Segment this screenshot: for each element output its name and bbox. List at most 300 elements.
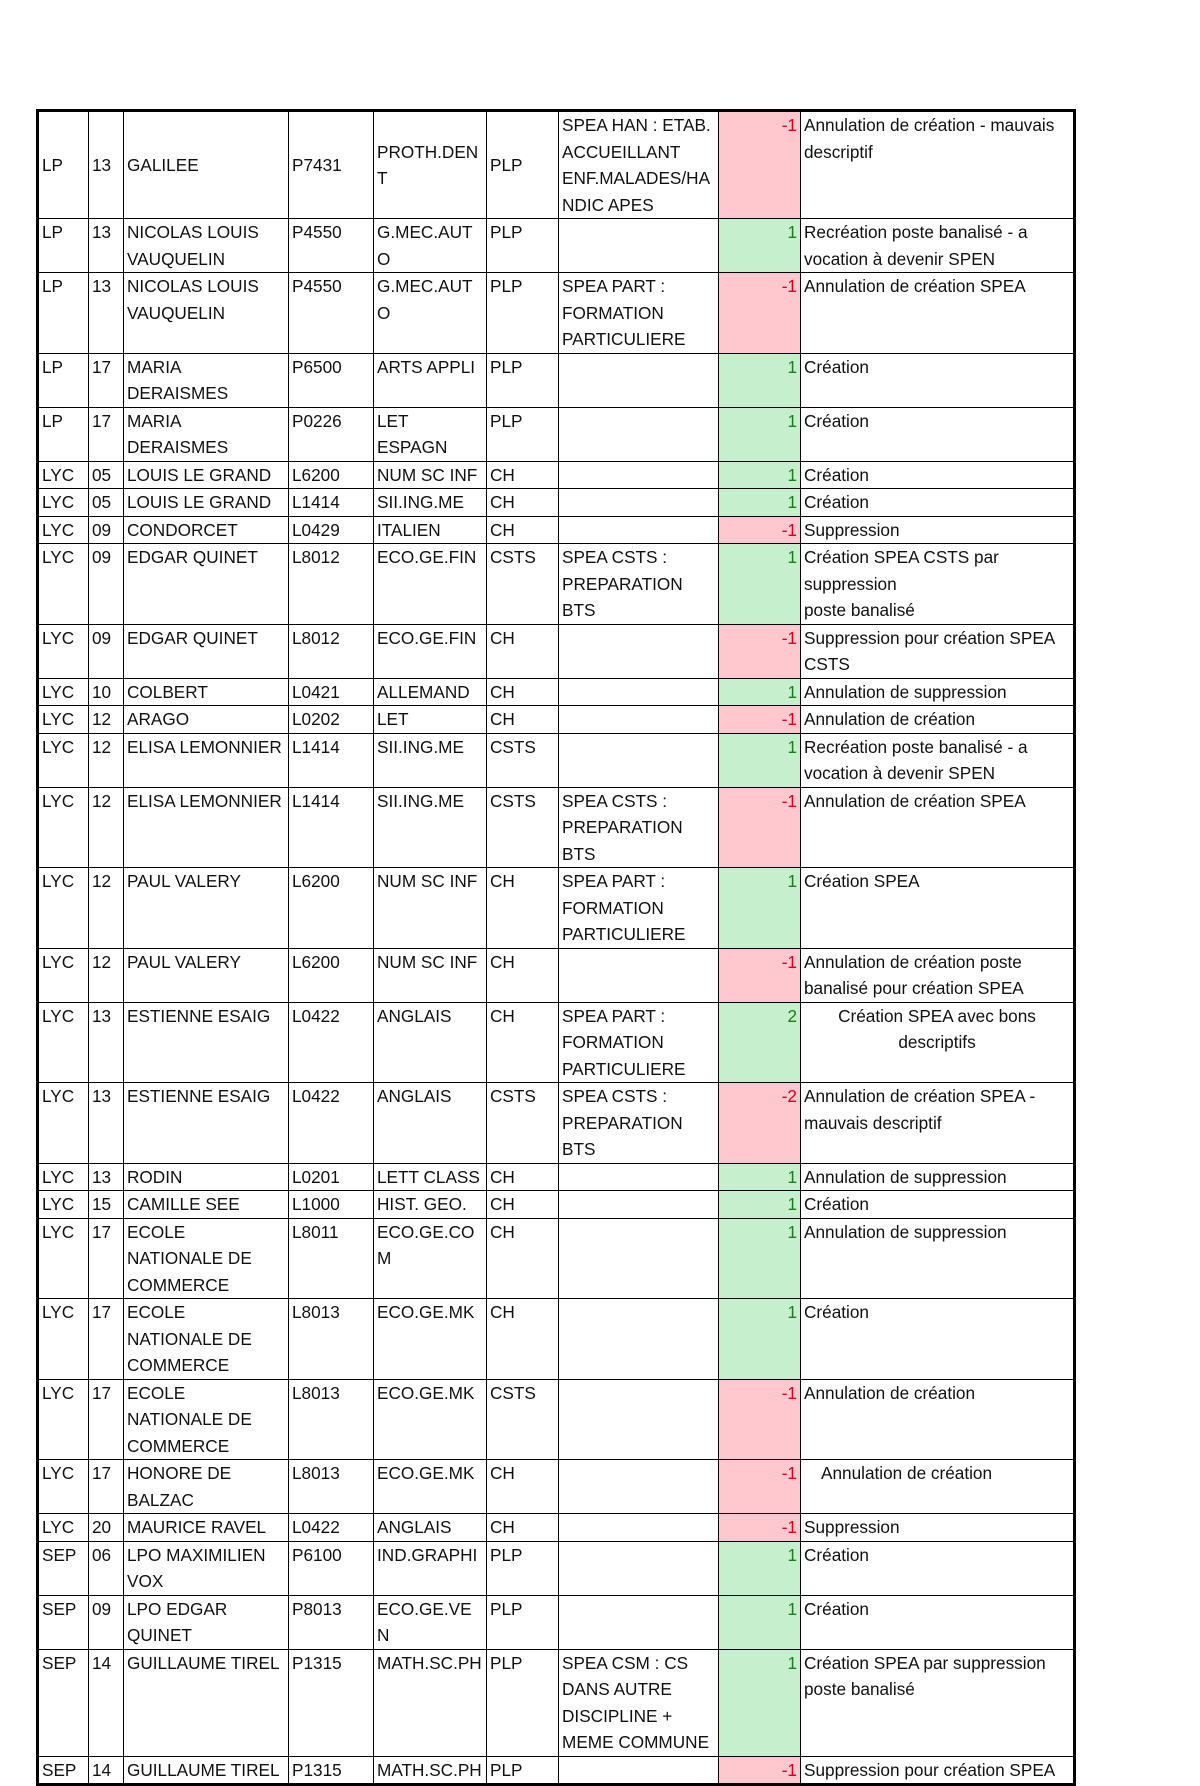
discipline-cell: ITALIEN [374,516,487,544]
spea-cell [559,678,719,706]
change-value-cell [719,1002,801,1083]
code-cell: 13 [89,1163,124,1191]
code-cell: 05 [89,489,124,517]
change-value: 1 [787,1544,797,1565]
change-value: -1 [781,790,797,811]
change-value: 2 [787,1005,797,1026]
post-code-cell: P1315 [289,1756,374,1785]
spea-cell [559,1163,719,1191]
change-value: 1 [787,492,797,512]
change-value: 1 [787,222,797,242]
spea-cell: SPEA PART : FORMATION PARTICULIERE [559,868,719,949]
post-code-cell: L8012 [289,544,374,625]
school-name-cell: NICOLAS LOUIS VAUQUELIN [124,273,289,354]
type-cell: LYC [38,678,89,706]
change-value: 1 [787,1194,797,1214]
spea-cell [559,706,719,734]
corps-cell: CSTS [487,733,559,787]
note-cell: Création [801,1299,1075,1380]
table-row [38,706,1075,734]
discipline-cell: ANGLAIS [374,1083,487,1164]
change-value-cell [719,273,801,354]
code-cell: 17 [89,1218,124,1299]
change-value: 1 [787,1166,797,1187]
change-value: -1 [781,1382,797,1403]
corps-cell: CH [487,1218,559,1299]
spea-cell [559,1379,719,1460]
code-cell: 12 [89,733,124,787]
school-name-cell: MARIA DERAISMES [124,353,289,407]
change-value-cell [719,1514,801,1542]
code-cell: 12 [89,868,124,949]
discipline-cell: PROTH.DENT [374,111,487,219]
change-value: -1 [781,1517,797,1537]
code-cell: 17 [89,1299,124,1380]
table-row [38,1460,1075,1514]
change-value-cell [719,733,801,787]
change-value-cell [719,516,801,544]
table-row [38,1083,1075,1164]
discipline-cell: ECO.GE.VEN [374,1595,487,1649]
type-cell: LYC [38,948,89,1002]
change-value-cell [719,353,801,407]
post-code-cell: L0429 [289,516,374,544]
code-cell: 15 [89,1191,124,1219]
type-cell: SEP [38,1649,89,1756]
change-value: 1 [787,547,797,567]
note-cell: Suppression [801,1514,1075,1542]
discipline-cell: ECO.GE.FIN [374,544,487,625]
change-value: 1 [787,356,797,377]
change-value: -1 [781,276,797,296]
table-row [38,516,1075,544]
type-cell: SEP [38,1541,89,1595]
post-code-cell: L1000 [289,1191,374,1219]
school-name-cell: LOUIS LE GRAND [124,461,289,489]
post-code-cell: L8013 [289,1379,374,1460]
post-code-cell: L0422 [289,1514,374,1542]
note-cell: Suppression pour création SPEA [801,1756,1075,1785]
post-code-cell: L6200 [289,948,374,1002]
corps-cell: CH [487,1002,559,1083]
corps-cell: PLP [487,407,559,461]
change-value-cell [719,461,801,489]
discipline-cell: ECO.GE.COM [374,1218,487,1299]
post-code-cell: P8013 [289,1595,374,1649]
school-name-cell: ESTIENNE ESAIG [124,1002,289,1083]
corps-cell: PLP [487,1649,559,1756]
corps-cell: CSTS [487,787,559,868]
spea-cell [559,489,719,517]
note-cell: Création SPEA [801,868,1075,949]
change-value: -1 [781,951,797,972]
type-cell: LYC [38,489,89,517]
corps-cell: PLP [487,1756,559,1785]
table-row [38,111,1075,219]
table-row [38,1756,1075,1785]
table-row [38,489,1075,517]
discipline-cell: ECO.GE.MK [374,1299,487,1380]
table-row [38,1218,1075,1299]
type-cell: LYC [38,624,89,678]
change-value-cell [719,678,801,706]
type-cell: LYC [38,868,89,949]
change-value-cell [719,111,801,219]
note-cell: Annulation de création poste banalisé pour création SPEA [801,948,1075,1002]
discipline-cell: ANGLAIS [374,1002,487,1083]
school-name-cell: EDGAR QUINET [124,544,289,625]
discipline-cell: SII.ING.ME [374,733,487,787]
type-cell: LYC [38,461,89,489]
corps-cell: CH [487,1163,559,1191]
spea-cell: SPEA PART : FORMATION PARTICULIERE [559,1002,719,1083]
table-row [38,787,1075,868]
change-value-cell [719,1083,801,1164]
school-name-cell: LOUIS LE GRAND [124,489,289,517]
type-cell: LYC [38,516,89,544]
corps-cell: CSTS [487,544,559,625]
change-value-cell [719,219,801,273]
table-row [38,407,1075,461]
code-cell: 12 [89,787,124,868]
spea-cell [559,407,719,461]
school-name-cell: PAUL VALERY [124,868,289,949]
corps-cell: PLP [487,353,559,407]
table-row [38,948,1075,1002]
school-name-cell: MAURICE RAVEL [124,1514,289,1542]
post-code-cell: P7431 [289,111,374,219]
note-cell: Suppression pour création SPEA CSTS [801,624,1075,678]
type-cell: LYC [38,1191,89,1219]
note-cell: Annulation de création SPEA - mauvais descriptif [801,1083,1075,1164]
type-cell: LYC [38,1218,89,1299]
note-cell: Annulation de création [801,1460,1075,1514]
school-name-cell: COLBERT [124,678,289,706]
corps-cell: CH [487,948,559,1002]
corps-cell: CH [487,516,559,544]
discipline-cell: ECO.GE.MK [374,1460,487,1514]
post-code-cell: P0226 [289,407,374,461]
discipline-cell: NUM SC INF [374,948,487,1002]
table-row [38,678,1075,706]
post-code-cell: L6200 [289,461,374,489]
table-row [38,1002,1075,1083]
discipline-cell: LET ESPAGN [374,407,487,461]
note-cell: Annulation de création SPEA [801,787,1075,868]
change-value: 1 [787,464,797,485]
spea-cell: SPEA PART : FORMATION PARTICULIERE [559,273,719,354]
type-cell: LYC [38,733,89,787]
type-cell: LP [38,273,89,354]
school-name-cell: ESTIENNE ESAIG [124,1083,289,1164]
school-name-cell: ECOLE NATIONALE DE COMMERCE [124,1299,289,1380]
code-cell: 17 [89,1379,124,1460]
code-cell: 13 [89,273,124,354]
type-cell: LYC [38,1514,89,1542]
post-code-cell: P1315 [289,1649,374,1756]
school-name-cell: ECOLE NATIONALE DE COMMERCE [124,1218,289,1299]
table-row [38,1191,1075,1219]
spea-cell [559,948,719,1002]
table-body [38,111,1075,1785]
table-row [38,1514,1075,1542]
code-cell: 12 [89,948,124,1002]
school-name-cell: HONORE DE BALZAC [124,1460,289,1514]
change-value-cell [719,1191,801,1219]
change-value-cell [719,1649,801,1756]
change-value: -1 [781,1463,797,1483]
code-cell: 09 [89,516,124,544]
corps-cell: PLP [487,219,559,273]
type-cell: LYC [38,787,89,868]
change-value-cell [719,489,801,517]
spea-cell [559,516,719,544]
discipline-cell: NUM SC INF [374,461,487,489]
corps-cell: CH [487,489,559,517]
type-cell: LYC [38,1083,89,1164]
type-cell: LYC [38,544,89,625]
post-code-cell: P4550 [289,219,374,273]
school-name-cell: NICOLAS LOUIS VAUQUELIN [124,219,289,273]
corps-cell: CH [487,1191,559,1219]
code-cell: 17 [89,1460,124,1514]
change-value-cell [719,948,801,1002]
discipline-cell: G.MEC.AUTO [374,273,487,354]
change-value: 1 [787,681,797,702]
note-cell: Suppression [801,516,1075,544]
change-value-cell [719,407,801,461]
spea-cell [559,1541,719,1595]
change-value-cell [719,868,801,949]
note-cell: Création [801,1191,1075,1219]
table-row [38,273,1075,354]
spea-cell: SPEA CSTS : PREPARATION BTS [559,1083,719,1164]
change-value-cell [719,1756,801,1785]
discipline-cell: LET [374,706,487,734]
note-cell: Création SPEA avec bons descriptifs [801,1002,1075,1083]
code-cell: 17 [89,407,124,461]
school-name-cell: MARIA DERAISMES [124,407,289,461]
change-value: 1 [787,1652,797,1673]
change-value-cell [719,624,801,678]
corps-cell: CH [487,868,559,949]
change-value-cell [719,1460,801,1514]
type-cell: LP [38,219,89,273]
post-code-cell: L0202 [289,706,374,734]
change-value-cell [719,1541,801,1595]
note-cell: Annulation de création SPEA [801,273,1075,354]
spea-cell [559,1299,719,1380]
code-cell: 06 [89,1541,124,1595]
change-value-cell [719,1379,801,1460]
change-value: 1 [787,1221,797,1242]
change-value: -1 [781,115,797,135]
post-code-cell: L6200 [289,868,374,949]
change-value: -1 [781,519,797,540]
table-row [38,544,1075,625]
corps-cell: CH [487,624,559,678]
post-code-cell: P4550 [289,273,374,354]
spea-cell [559,733,719,787]
post-code-cell: L8011 [289,1218,374,1299]
note-cell: Recréation poste banalisé - a vocation à devenir SPEN [801,219,1075,273]
note-cell: Création [801,407,1075,461]
code-cell: 13 [89,1002,124,1083]
note-cell: Annulation de création [801,706,1075,734]
school-name-cell: CONDORCET [124,516,289,544]
spea-cell: SPEA CSTS : PREPARATION BTS [559,544,719,625]
spea-cell: SPEA CSM : CS DANS AUTRE DISCIPLINE + MEME COMMUNE [559,1649,719,1756]
type-cell: LYC [38,1379,89,1460]
school-name-cell: ECOLE NATIONALE DE COMMERCE [124,1379,289,1460]
type-cell: LP [38,353,89,407]
corps-cell: PLP [487,273,559,354]
note-cell: Annulation de création - mauvais descriptif [801,111,1075,219]
corps-cell: CH [487,1299,559,1380]
table-row [38,353,1075,407]
discipline-cell: ECO.GE.FIN [374,624,487,678]
note-cell: Annulation de création [801,1379,1075,1460]
note-cell: Création [801,1541,1075,1595]
school-name-cell: LPO MAXIMILIEN VOX [124,1541,289,1595]
corps-cell: CH [487,1460,559,1514]
spea-cell [559,624,719,678]
note-cell: Annulation de suppression [801,678,1075,706]
table-row [38,1649,1075,1756]
corps-cell: CSTS [487,1083,559,1164]
change-value-cell [719,544,801,625]
school-name-cell: GUILLAUME TIREL [124,1756,289,1785]
corps-cell: CH [487,461,559,489]
code-cell: 17 [89,353,124,407]
change-value-cell [719,706,801,734]
data-table [36,109,1076,1786]
post-code-cell: P6100 [289,1541,374,1595]
spea-cell [559,1756,719,1785]
change-value-cell [719,1163,801,1191]
discipline-cell: ARTS APPLI [374,353,487,407]
post-code-cell: L8013 [289,1299,374,1380]
type-cell: LP [38,407,89,461]
table-row [38,219,1075,273]
code-cell: 14 [89,1649,124,1756]
post-code-cell: P6500 [289,353,374,407]
spea-cell [559,1218,719,1299]
change-value-cell [719,1218,801,1299]
code-cell: 14 [89,1756,124,1785]
corps-cell: CH [487,678,559,706]
code-cell: 09 [89,624,124,678]
corps-cell: CSTS [487,1379,559,1460]
note-cell: Création SPEA CSTS par suppression poste banalisé [801,544,1075,625]
post-code-cell: L0421 [289,678,374,706]
spea-cell [559,1595,719,1649]
note-cell: Création [801,461,1075,489]
code-cell: 13 [89,219,124,273]
post-code-cell: L0422 [289,1083,374,1164]
discipline-cell: HIST. GEO. [374,1191,487,1219]
type-cell: LYC [38,1163,89,1191]
post-code-cell: L1414 [289,733,374,787]
spea-cell [559,1514,719,1542]
discipline-cell: ANGLAIS [374,1514,487,1542]
post-code-cell: L0201 [289,1163,374,1191]
corps-cell: PLP [487,1541,559,1595]
type-cell: SEP [38,1756,89,1785]
school-name-cell: ELISA LEMONNIER [124,733,289,787]
change-value: -1 [781,627,797,648]
type-cell: LYC [38,1002,89,1083]
code-cell: 20 [89,1514,124,1542]
change-value: -1 [781,1759,797,1780]
change-value-cell [719,1299,801,1380]
note-cell: Création [801,489,1075,517]
code-cell: 10 [89,678,124,706]
code-cell: 09 [89,544,124,625]
post-code-cell: L1414 [289,489,374,517]
change-value: 1 [787,871,797,891]
note-cell: Annulation de suppression [801,1218,1075,1299]
discipline-cell: ECO.GE.MK [374,1379,487,1460]
code-cell: 12 [89,706,124,734]
table-row [38,1541,1075,1595]
post-code-cell: L1414 [289,787,374,868]
discipline-cell: ALLEMAND [374,678,487,706]
post-code-cell: L8012 [289,624,374,678]
type-cell: LP [38,111,89,219]
post-code-cell: L8013 [289,1460,374,1514]
type-cell: LYC [38,706,89,734]
discipline-cell: G.MEC.AUTO [374,219,487,273]
corps-cell: PLP [487,1595,559,1649]
code-cell: 13 [89,1083,124,1164]
table-row [38,1299,1075,1380]
school-name-cell: GUILLAUME TIREL [124,1649,289,1756]
change-value: -2 [781,1086,797,1106]
note-cell: Recréation poste banalisé - a vocation à devenir SPEN [801,733,1075,787]
discipline-cell: MATH.SC.PH [374,1649,487,1756]
school-name-cell: PAUL VALERY [124,948,289,1002]
school-name-cell: GALILEE [124,111,289,219]
change-value: 1 [787,736,797,757]
spea-cell [559,219,719,273]
school-name-cell: RODIN [124,1163,289,1191]
post-code-cell: L0422 [289,1002,374,1083]
table-row [38,1163,1075,1191]
type-cell: LYC [38,1460,89,1514]
discipline-cell: IND.GRAPHI [374,1541,487,1595]
corps-cell: PLP [487,111,559,219]
note-cell: Annulation de suppression [801,1163,1075,1191]
school-name-cell: EDGAR QUINET [124,624,289,678]
change-value: 1 [787,1302,797,1322]
spea-cell [559,1191,719,1219]
change-value: 1 [787,410,797,431]
discipline-cell: SII.ING.ME [374,489,487,517]
table-row [38,733,1075,787]
change-value: 1 [787,1598,797,1619]
note-cell: Création [801,1595,1075,1649]
discipline-cell: NUM SC INF [374,868,487,949]
table-row [38,1595,1075,1649]
spea-cell [559,461,719,489]
type-cell: LYC [38,1299,89,1380]
note-cell: Création SPEA par suppression poste banalisé [801,1649,1075,1756]
school-name-cell: ARAGO [124,706,289,734]
type-cell: SEP [38,1595,89,1649]
code-cell: 05 [89,461,124,489]
school-name-cell: ELISA LEMONNIER [124,787,289,868]
